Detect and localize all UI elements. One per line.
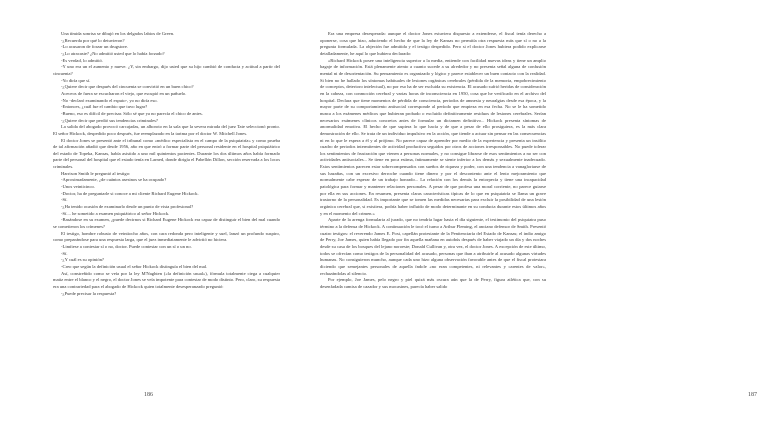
paragraph: Una tímida sonrisa se dibujó en los delgados labios de Green. — [61, 31, 175, 36]
paragraph: -Aproximadamente, ¿de cuántos asesinos se ha ocupado? — [61, 177, 167, 183]
paragraph: El testigo, hombre robusto de veintiocho años, con cara redonda pero inteligente y suel, lanzó un profundo suspiro, como preparándose para una respuesta larga, que el juez inmediatamente le advirtió no hiciera. — [53, 230, 280, 243]
left-page-body — [53, 31, 280, 297]
paragraph: -Limítese a contestar sí o no, doctor. Puede contestar con un sí o un no. — [61, 244, 192, 249]
paragraph: La salida del abogado provocó carcajadas, un alboroto en la sala que la severa mirada del juez Tate seleccionó pronto. El señor Hickock, despedido poco después, fue reemplazado en la tarima por el doctor W. Mitchell Jones. — [53, 124, 280, 136]
paragraph: -Basándose en su examen, ¿puede decirnos si Richard Eugene Hickock era capaz de distinguir el bien del mal cuando se cometieron los crímenes? — [53, 217, 280, 230]
paragraph: -Es verdad, lo admitió. — [61, 57, 103, 63]
paragraph: -Y uno era un el aumento y nueve. ¿Y, sin embargo, dijo usted que su hijo cambió de conducta y actitud a partir del cincuenta? — [53, 64, 280, 76]
paragraph: -Yo diría que sí. — [61, 77, 91, 83]
right-page — [300, 0, 757, 424]
paragraph: -¿Recuerda por qué lo detuvieron? — [61, 37, 125, 43]
paragraph: -Sí. — [61, 250, 68, 256]
paragraph: Aparte de la arenga formularia al jurado, que no tendría lugar hasta el día siguiente, el testimonio del psiquiatra puso término a la defensa de Hickock. A continuación le tocó el turno a Arthur Fleming, el anciano defensor de Smith. Presentó cuatro testigos: el reverendo James E. Post, capellán protestante de la Penitenciaría del Estado de Kansas; el indio amigo de Perry, Joe James, quien había llegado por fin aquella mañana en autobús después de haber viajado un día y dos noches desde su casa de los bosques del lejano noroeste; Donald Cullivan y, otra vez, el doctor Jones. A excepción de este último, todos se ofrecían como testigos de la personalidad del acusado, personas que iban a atribuirle al acusado algunas virtudes humanas. No consiguieron muncho, aunque cada uno hizo alguna observación favorable antes de que el fiscal protestara diciendo que semejantes personales de aquella índole «no eran competentes, ni relevantes y carentes de valor», rechazándolas al silencio. — [320, 217, 546, 276]
paragraph: -No -declaró examinando el esputo-, yo no diría eso. — [61, 97, 158, 103]
paragraph: -¿Puede precisar la respuesta? — [61, 290, 117, 296]
paragraph: -Entonces, ¿cuál fue el cambio que tuvo lugar? — [61, 104, 148, 110]
paragraph: -Bueno, eso es difícil de precisar. Sólo sé que ya no parecía el chico de antes. — [61, 110, 203, 116]
paragraph: -¿Ha tenido ocasión de examinarlo desde un punto de vista profesional? — [61, 204, 194, 210]
paragraph: -Creo que según la definición usual el señor Hickock distinguía el bien del mal. — [61, 263, 208, 269]
paragraph: -¿Y cuál es su opinión? — [61, 257, 104, 263]
paragraph: El doctor Jones se presentó ante el tribunal como «médico especialista en el campo de la psiquiatría» y como prueba de tal afirmación añadió que desde 1956, año en que entró a formar parte del personal residente en el hospital psiquiátrico del estado de Topeka, Kansas, había asistido a uno mil quinientos pacientes. Durante los dos últimos años había formado parte del personal del hospital que el estado tenía en Larned, donde dirigía el Pabellón Dillon, sección reservada a los locos criminales. — [53, 137, 280, 170]
paragraph: -Sí.... he sometido a examen psiquiátrico al señor Hickock. — [61, 210, 170, 216]
page-number-right: 187 — [748, 392, 757, 398]
paragraph: «Richard Hickock posee una inteligencia superior a la media, entiende con facilidad nuevas ideas y tiene un amplio bagaje de información. Está plenamente atento a cuanto sucede a su alrededor y no presenta señal alguna de confusión mental ni de desorientación. Su pensamiento es organizado y lógico y parece establecer un buen contacto con la realidad. Si bien no he hallado los síntomas habituales de lesiones orgánicas cerebrales (pérdida de la memoria, empobrecimiento de conceptos, deterioro intelectual), no por eso ha de ser excluida su existencia. El acusado sufrió heridas de consideración en la cabeza, con conmoción cerebral y varias horas de inconsciencia en 1950, cosa que he verificado en el archivo del hospital. Declara que tiene momentos de pérdida de consciencia, periodos de amnesia y neuralgias desde esa época, y la mayor parte de su comportamiento antisocial corresponde al período que empieza en esa fecha. No se le ha sometido nunca a los exámenes médicos que hubieran probado o excluido definitivamente residuos de lesiones cerebrales. Serían necesarios exámenes clínicos concretos antes de formular un dictamen definitivo... Hickock presenta síntomas de anormalidad emotiva. El hecho de que supiera lo que hacía y de que a pesar de ello prosiguiera, es la más clara demostración de ello. Se trata de un individuo impulsivo en la acción, que tiende a actuar sin pensar en las consecuencias ni en lo que le espera a él y al prójimo. No parece capaz de aprender por medio de la experiencia y presenta un insólito cuadro de periodos intermitentes de actividad productiva seguidos por otros de acciones irresponsables. No puede tolerar los sentimientos de frustración que vienen a personas normales, y no consigue librarse de esos sentimientos a no ser con actividades antisociales... Se tiene en poca estima, íntimamente se siente inferior a los demás y sexualmente inadecuado. Estos sentimientos parecen estar sobrecompensados con sueños de riqueza y poder, con una tendencia a vanagloriarse de sus hazañas, con un excesivo derroche cuando tiene dinero y por el descontento ante el lento mejoramiento que normalmente cabe esperar de un trabajo honrado... La relación con los demás la entorpecía y tiene una incapacidad patológica para formar y mantener relaciones personales. A pesar de que profesa una moral corriente, no parece guiarse por ella en sus acciones. En resumen, presenta claras características típicas de lo que en psiquiatría se llama un grave trastorno de la personalidad. Es importante que se tomen las medidas necesarias para excluir la posibilidad de una lesión orgánica cerebral que, si existiera, podría haber influido de modo determinante en su conducta durante estos últimos años y en el momento del crimen.» — [320, 57, 546, 216]
paragraph: -¿Quiere decir que después del cincuenta se convirtió en un buen chico? — [61, 84, 194, 90]
paragraph: -Sí. — [61, 197, 68, 203]
right-page-body — [320, 31, 546, 291]
paragraph: -Lo acusaron de forzar un drugstore. — [61, 44, 129, 50]
paragraph: Por ejemplo, Joe James, pelo negro y piel quizá más oscura aún que la de Perry, figura atlética que, con su desenfadada camisa de cazador y sus mocasines, parecía haber salido — [320, 277, 546, 289]
paragraph: -Doctor, ha de preguntarle si conoce a mi cliente Richard Eugene Hickock. — [61, 190, 199, 196]
paragraph: Harrison Smith le preguntó al testigo: — [61, 170, 131, 176]
paragraph: Así, constreñido como se veía por la ley M'Naghten («la definición usual»), fórmula totalmente ciega a cualquier matiz entre el blanco y el negro, el doctor Jones se veía impotente para contestar de modo distinto. Pero, claro, su respuesta era una contrariedad para el abogado de Hickock quien totalmente desesperanzado preguntó: — [53, 270, 280, 289]
left-page — [0, 0, 300, 424]
paragraph: -¿Quiere decir que perdió sus tendencias criminales? — [61, 117, 158, 123]
paragraph: Era una empresa desesperada: aunque el doctor Jones estuviera dispuesto a extenderse, el fiscal tenía derecho a oponerse, cosa que hizo, aduciendo el hecho de que la ley de Kansas no permitía otra respuesta más que sí o no a la pregunta formulada. La objeción fue admitida y el testigo despedido. Pero si el doctor Jones hubiera podido explicarse detalladamente, he aquí lo que hubiera declarado: — [320, 31, 546, 56]
paragraph: -Unos veinticinco. — [61, 184, 95, 190]
page-number-left: 186 — [144, 392, 153, 398]
paragraph: Aceceos de fuera se escucharon el viejo, que escupió en un pañuelo. — [61, 90, 187, 96]
paragraph: -¿Lo atracaste? ¿No admitió usted que lo había forzado? — [61, 50, 165, 56]
